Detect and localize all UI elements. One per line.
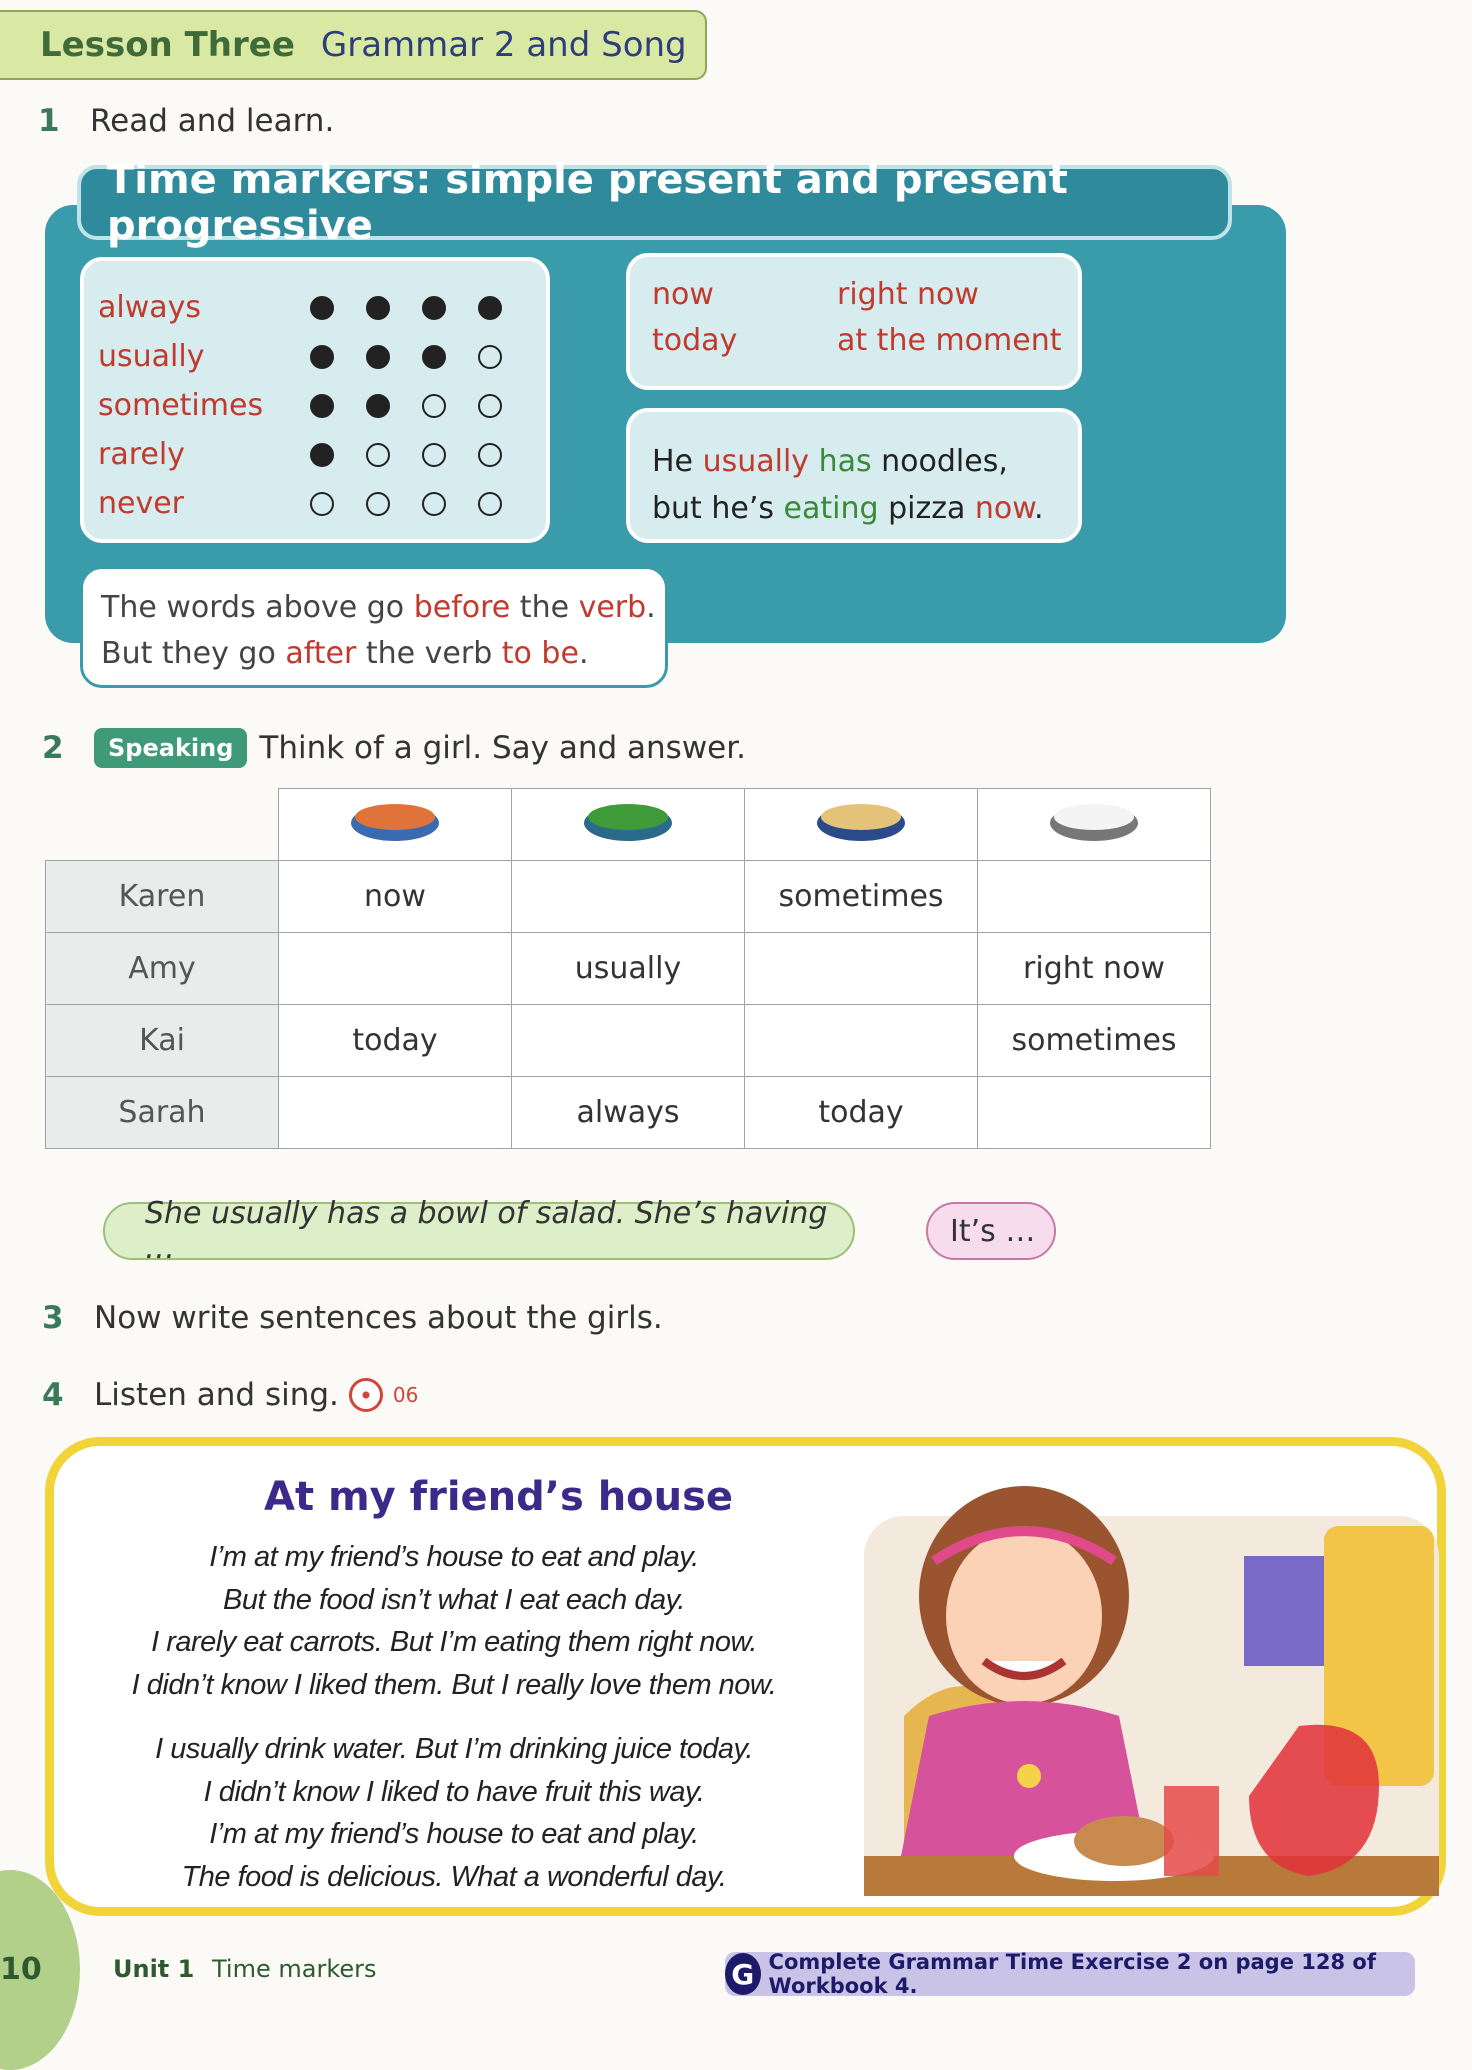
empty-dot-icon xyxy=(366,443,390,467)
food-frequency-table xyxy=(45,788,1211,1149)
frequency-row xyxy=(98,381,546,430)
table-cell: usually xyxy=(512,933,745,1005)
frequency-word: never xyxy=(98,486,185,521)
filled-dot-icon xyxy=(366,296,390,320)
frequency-word: usually xyxy=(98,339,205,374)
exercise-2-heading: 2 Speaking Think of a girl. Say and answer. xyxy=(42,730,747,766)
table-cell: sometimes xyxy=(745,861,978,933)
table-cell xyxy=(978,861,1211,933)
frequency-row xyxy=(98,479,546,528)
girl-name: Amy xyxy=(46,933,279,1005)
page-number: 10 xyxy=(0,1952,42,1987)
filled-dot-icon xyxy=(310,394,334,418)
table-cell: sometimes xyxy=(978,1005,1211,1077)
frequency-word: always xyxy=(98,290,202,325)
filled-dot-icon xyxy=(478,296,502,320)
speaking-badge: Speaking xyxy=(94,728,247,768)
exercise-4-heading: 4 Listen and sing. 06 xyxy=(42,1377,419,1413)
table-cell: today xyxy=(279,1005,512,1077)
unit-topic: Time markers xyxy=(212,1955,377,1983)
filled-dot-icon xyxy=(422,296,446,320)
empty-dot-icon xyxy=(422,443,446,467)
filled-dot-icon xyxy=(366,345,390,369)
speech-bubble-2: It’s … xyxy=(926,1202,1056,1260)
empty-dot-icon xyxy=(310,492,334,516)
workbook-reference: G Complete Grammar Time Exercise 2 on page 128 of Workbook 4. xyxy=(725,1952,1415,1996)
frequency-word: rarely xyxy=(98,437,185,472)
frequency-word: sometimes xyxy=(98,388,264,423)
song-line: But the food isn’t what I eat each day. xyxy=(223,1583,685,1616)
empty-dot-icon xyxy=(478,394,502,418)
rice-bowl-icon xyxy=(1044,793,1144,849)
frequency-panel xyxy=(80,257,550,543)
table-row xyxy=(46,1005,1211,1077)
table-cell xyxy=(978,1077,1211,1149)
exercise-1-heading: 1 Read and learn. xyxy=(38,103,335,139)
empty-dot-icon xyxy=(478,345,502,369)
unit-label: Unit 1 xyxy=(113,1955,195,1983)
empty-dot-icon xyxy=(478,492,502,516)
filled-dot-icon xyxy=(310,345,334,369)
header-row xyxy=(46,789,1211,861)
frequency-row xyxy=(98,283,546,332)
table-cell xyxy=(745,1005,978,1077)
song-box xyxy=(45,1437,1446,1916)
progressive-markers-panel: now right now today at the moment xyxy=(626,253,1082,390)
song-line: I rarely eat carrots. But I’m eating them right now. xyxy=(151,1626,757,1658)
girl-eating-illustration xyxy=(854,1486,1439,1896)
frequency-row xyxy=(98,332,546,381)
song-line: I’m at my friend’s house to eat and play. xyxy=(209,1541,699,1573)
table-cell xyxy=(745,933,978,1005)
example-sentence-panel: He usually has noodles, but he’s eating pizza now. xyxy=(626,408,1082,543)
song-title: At my friend’s house xyxy=(264,1474,734,1520)
filled-dot-icon xyxy=(366,394,390,418)
table-row xyxy=(46,1077,1211,1149)
table-cell: today xyxy=(745,1077,978,1149)
soup-bowl-icon xyxy=(345,793,445,849)
filled-dot-icon xyxy=(310,443,334,467)
frequency-row xyxy=(98,430,546,479)
rule-note: The words above go before the verb. But they go after the verb to be. xyxy=(80,566,668,688)
table-cell: always xyxy=(512,1077,745,1149)
salad-bowl-icon xyxy=(578,793,678,849)
noodles-bowl-icon xyxy=(811,793,911,849)
empty-dot-icon xyxy=(478,443,502,467)
time-markers-title: Time markers: simple present and present progressive xyxy=(77,165,1232,240)
song-line: I’m at my friend’s house to eat and play. xyxy=(209,1818,699,1850)
song-line: I usually drink water. But I’m drinking juice today. xyxy=(155,1733,753,1765)
song-line: I didn’t know I liked them. But I really love them now. xyxy=(131,1668,777,1701)
girl-name: Kai xyxy=(46,1005,279,1077)
song-line: I didn’t know I liked to have fruit this way. xyxy=(203,1775,705,1808)
speech-bubble-1: She usually has a bowl of salad. She’s having … xyxy=(103,1202,855,1260)
girl-name: Sarah xyxy=(46,1077,279,1149)
filled-dot-icon xyxy=(422,345,446,369)
lesson-header: Lesson Three Grammar 2 and Song xyxy=(0,10,707,80)
table-cell xyxy=(279,1077,512,1149)
table-row xyxy=(46,861,1211,933)
empty-dot-icon xyxy=(422,492,446,516)
empty-dot-icon xyxy=(366,492,390,516)
exercise-3-heading: 3 Now write sentences about the girls. xyxy=(42,1300,663,1336)
empty-dot-icon xyxy=(422,394,446,418)
table-row xyxy=(46,933,1211,1005)
song-line: The food is delicious. What a wonderful day. xyxy=(181,1860,727,1893)
audio-cd-icon[interactable] xyxy=(349,1378,383,1412)
table-cell: now xyxy=(279,861,512,933)
filled-dot-icon xyxy=(310,296,334,320)
table-cell xyxy=(512,861,745,933)
girl-name: Karen xyxy=(46,861,279,933)
grammar-g-icon: G xyxy=(725,1953,761,1995)
table-cell xyxy=(279,933,512,1005)
table-cell: right now xyxy=(978,933,1211,1005)
table-cell xyxy=(512,1005,745,1077)
